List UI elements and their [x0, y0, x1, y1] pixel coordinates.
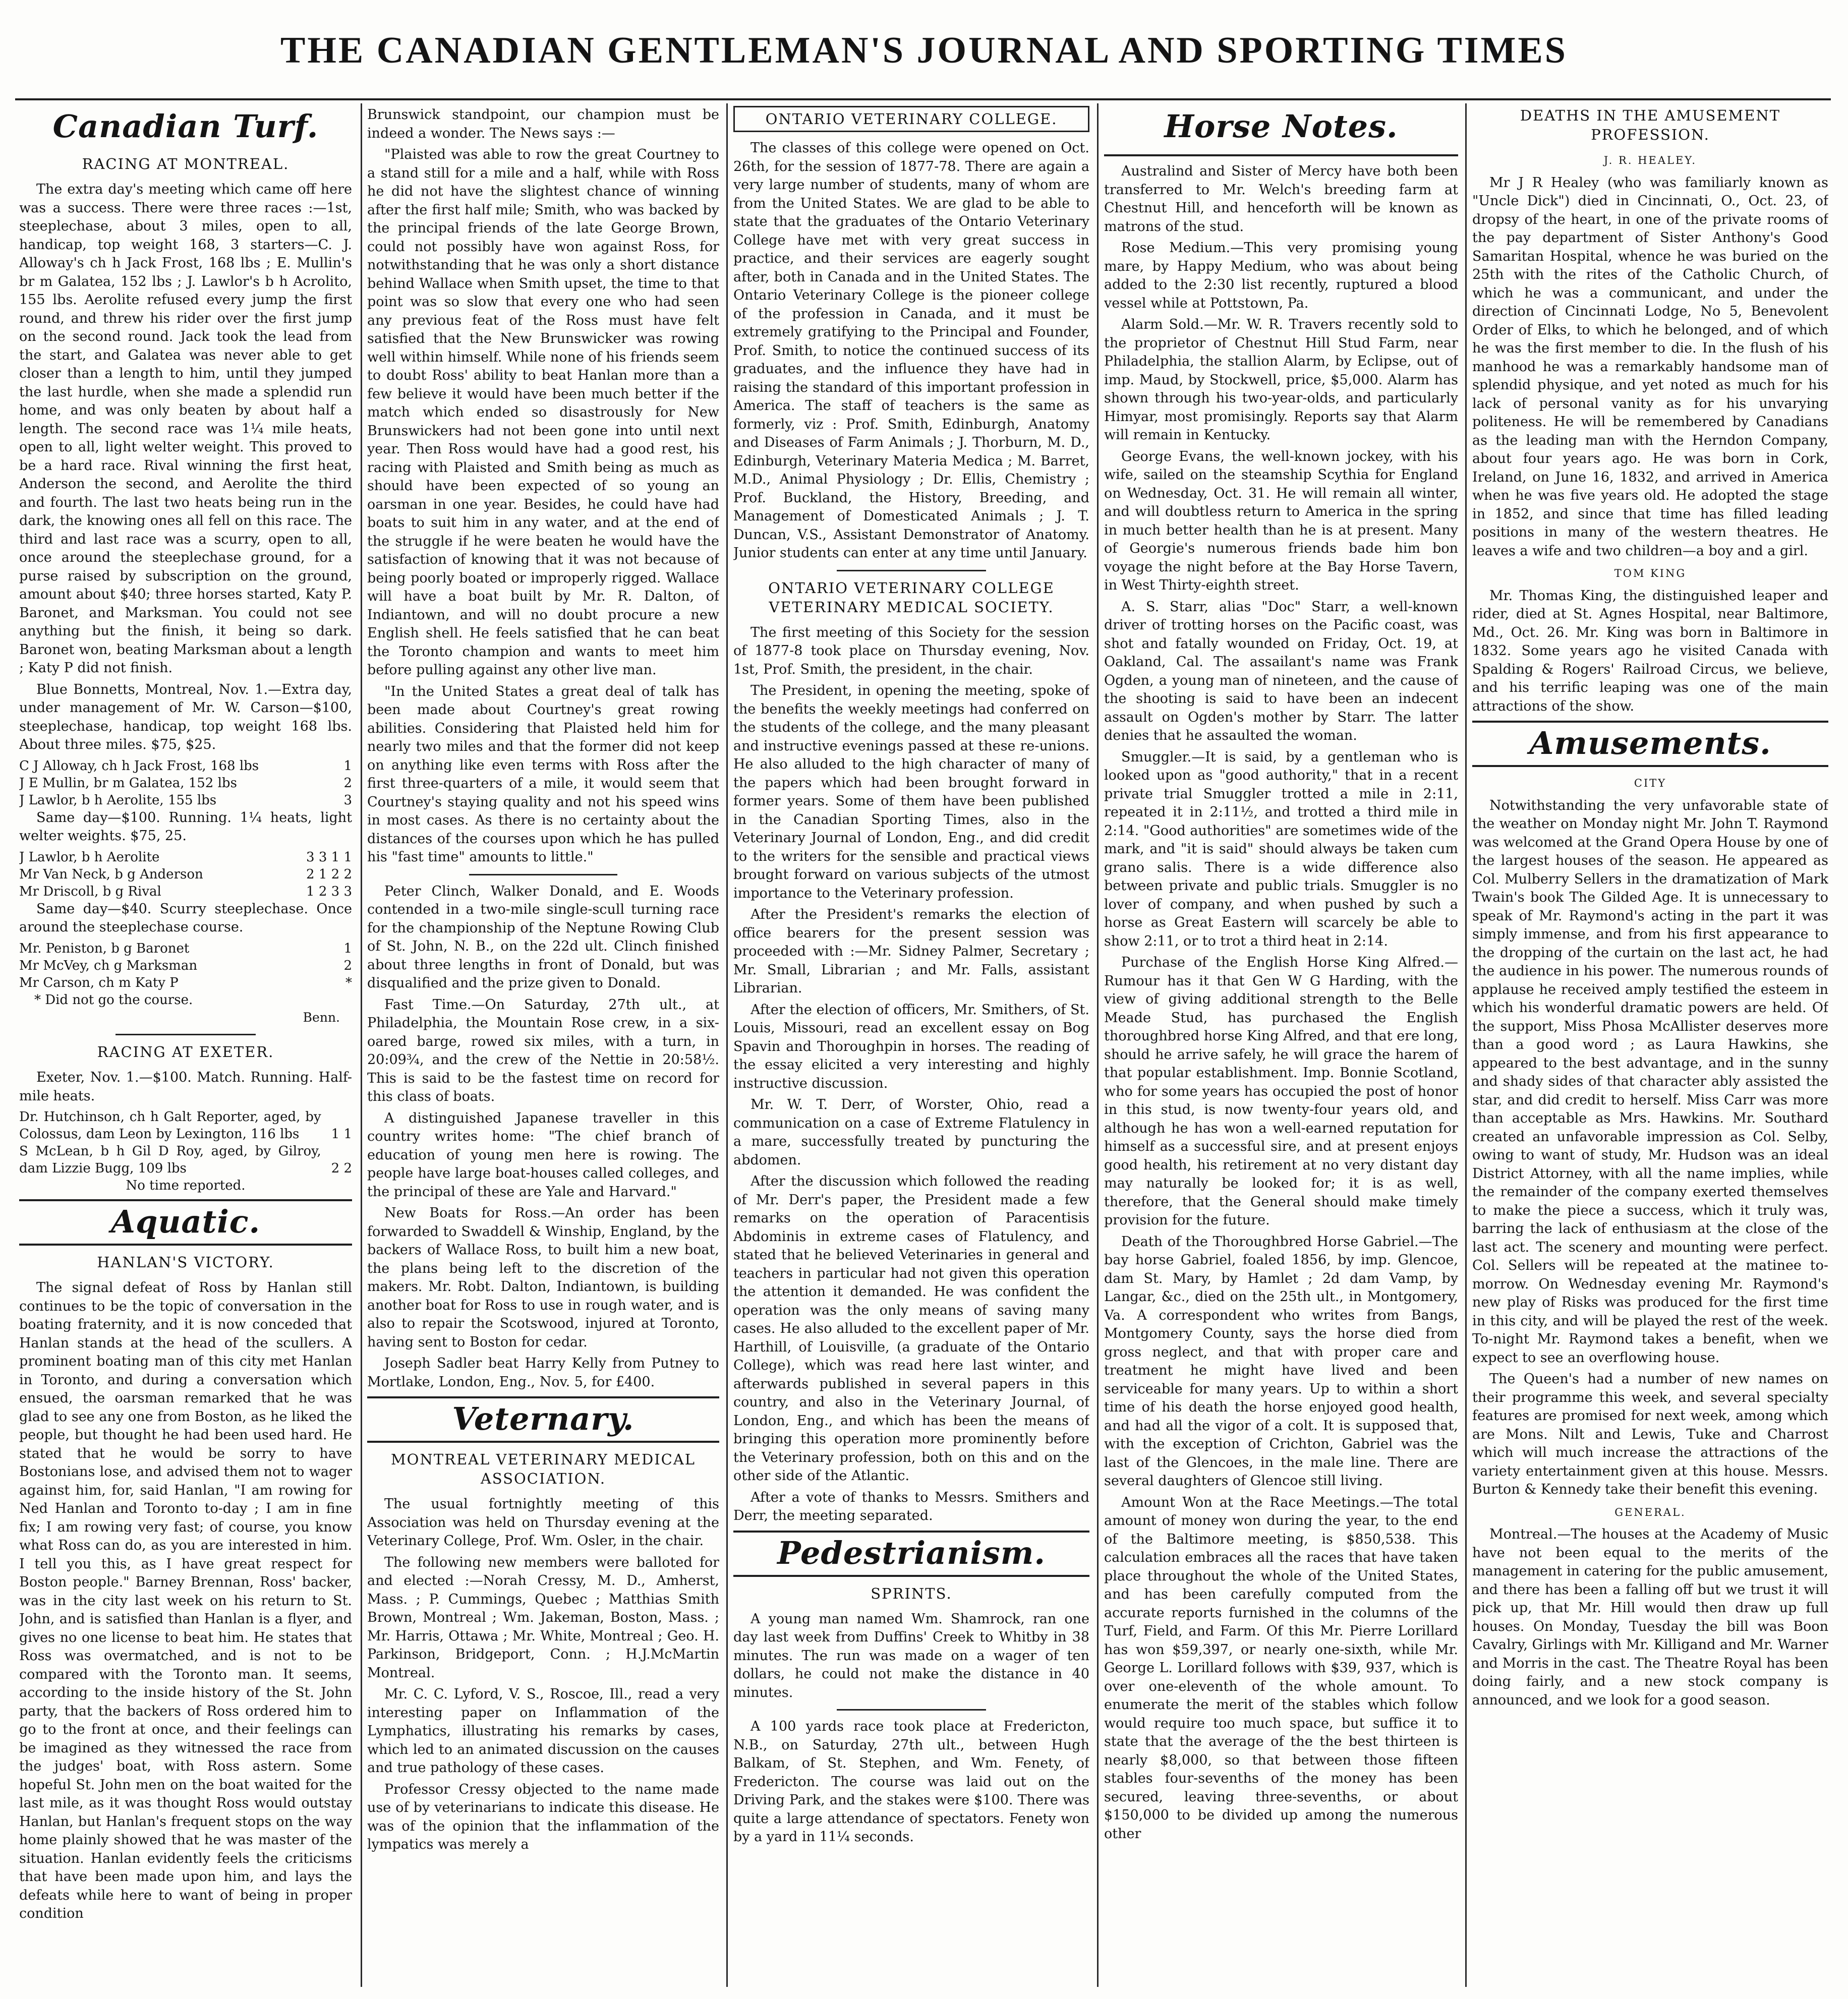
result-row: [19, 792, 352, 809]
result-row: [19, 866, 352, 883]
article-paragraph: Peter Clinch, Walker Donald, and E. Woods contended in a two-mile single-scull turning race for the championship of the Neptune Rowing Club of St. John, N. B., on the 22d ult. Clinch finished about three lengths in front of Donald, but was disqualified and the prize given to Donald.: [367, 883, 719, 991]
footnote: * Did not go the course.: [34, 992, 193, 1008]
result-row: [19, 957, 352, 974]
article-paragraph: Australind and Sister of Mercy have both been transferred to Mr. Welch's breeding farm at Chestnut Hill, and henceforth will be known as matrons of the stud.: [1104, 163, 1458, 234]
masthead-rule: [15, 98, 1831, 100]
race-results: [19, 940, 352, 991]
article-paragraph: Mr. C. C. Lyford, V. S., Roscoe, Ill., read a very interesting paper on Inflammation of the Lymphatics, illustrating his remarks by cases, which led to an animated discussion on the causes and true pathology of these cases.: [367, 1686, 719, 1776]
column-rule-3: [1097, 103, 1099, 1987]
result-position: 1: [343, 940, 352, 956]
subheading: GENERAL.: [1614, 1506, 1686, 1518]
signature: Benn.: [303, 1010, 340, 1025]
result-position: 2 1 2 2: [306, 866, 352, 882]
article-paragraph: The President, in opening the meeting, spoke of the benefits the weekly meetings had conferred on the students of the college, and the many pleasant and instructive evenings passed at these re-unions. He also alluded to the high character of many of the papers which had been brought forward in former years. Some of them have been published in the Canadian Sporting Times, also in the Veterinary Journal of London, Eng., and did credit to the writers for the sensible and practical views brought forward on various subjects of the utmost importance to the Veterinary profession.: [733, 683, 1089, 901]
divider: [837, 570, 987, 571]
section-box-amusements: [1472, 721, 1828, 767]
article-paragraph: Death of the Thoroughbred Horse Gabriel.—The bay horse Gabriel, foaled 1856, by imp. Glencoe, dam St. Mary, by Hamlet ; 2d dam Vamp, by Langar, &c., died on the 25th ult., in Montgomery, Va. A correspondent who writes from Bangs, Montgomery County, says the horse died from gross neglect, and that with proper care and treatment he might have lived and been serviceable for many years. Up to within a short time of his death the horse enjoyed good health, and had all the vigor of a colt. It is supposed that, with the exception of Crichton, Gabriel was the last of the Glencoes, in the male line. There are several daughters of Glencoe still living.: [1104, 1233, 1458, 1489]
result-position: 1 1: [331, 1127, 352, 1142]
subheading: CITY: [1634, 777, 1667, 789]
article-paragraph: Blue Bonnetts, Montreal, Nov. 1.—Extra day, under management of Mr. W. Carson—$100, steeplechase, handicap, top weight 168 lbs. About three miles. $75, $25.: [19, 681, 352, 752]
article-paragraph: Mr J R Healey (who was familiarly known as "Uncle Dick") died in Cincinnati, O., Oct. 23, of dropsy of the heart, in one of the private rooms of the pay department of Sister Anthony's Good Samaritan Hospital, whence he was buried on the 25th with the rites of the Catholic Church, of which he was a communicant, and under the direction of Cincinnati Lodge, No 5, Benevolent Order of Elks, to which he belonged, and of which he was the first member to die. In the flush of his manhood he was a remarkably handsome man of splendid physique, and yet noted as much for his lack of personal vanity as for his unvarying politeness. He will be remembered by Canadians as the leading man with the Herndon Company, about four years ago. He was born in Cork, Ireland, on June 16, 1832, and arrived in America when he was five years old. He adopted the stage in 1852, and since that time has filled leading positions in many of the western theatres. He leaves a wife and two children—a boy and a girl.: [1472, 174, 1828, 559]
article-paragraph: Smuggler.—It is said, by a gentleman who is looked upon as "good authority," that in a recent private trial Smuggler trotted a mile in 2:11, repeated it in 2:11½, and trotted a third mile in 2:14. "Good authorities" are sometimes wide of the mark, and "it is said" should always be taken cum grano salis. There is a wide difference also between private and public trials. Smuggler is no lover of company, and when pushed by such a horse as Great Eastern will scarcely be able to show 2:11, or to trot a third heat in 2:14.: [1104, 749, 1458, 949]
race-results: [19, 849, 352, 900]
result-row: [19, 974, 352, 991]
result-entry: Dr. Hutchinson, ch h Galt Reporter, aged, by Colossus, dam Leon by Lexington, 116 lbs: [19, 1109, 321, 1142]
column-3: [733, 106, 1089, 1982]
result-position: *: [345, 975, 352, 990]
column-rule-2: [726, 103, 728, 1987]
article-paragraph: Brunswick standpoint, our champion must be indeed a wonder. The News says :—: [367, 107, 719, 141]
article-paragraph: After the election of officers, Mr. Smithers, of St. Louis, Missouri, read an excellent essay on Bog Spavin and Thoroughpin in horses. The reading of the essay elicited a very interesting and highly instructive discussion.: [733, 1002, 1089, 1091]
result-row: [19, 1108, 352, 1143]
article-paragraph: The first meeting of this Society for the session of 1877-8 took place on Thursday evening, Nov. 1st, Prof. Smith, the president, in the chair.: [733, 624, 1089, 677]
article-paragraph: Fast Time.—On Saturday, 27th ult., at Philadelphia, the Mountain Rose crew, in a six-oared barge, rowed six miles, with a turn, in 20:09¾, and the crew of the Nettie in 20:58½. This is said to be the fastest time on record for this class of boats.: [367, 996, 719, 1104]
result-position: 3: [343, 792, 352, 808]
article-paragraph: "Plaisted was able to row the great Courtney to a stand still for a mile and a half, while with Ross he did not have the slightest chance of winning after the first half mile; Smith, who was backed by the principal friends of the late George Brown, could not possibly have won against Ross, for notwithstanding that he was only a short distance behind Wallace when Smith upset, the time to that point was so slow that every one who had seen any previous feat of the Ross must have felt satisfied that the New Brunswicker was rowing well within himself. While none of his friends seem to doubt Ross' ability to beat Hanlan more than a few believe it would have been much better if the match which ended so disastrously for New Brunswickers had not been gone into until next year. Then Ross would have had a good rest, his racing with Plaisted and Smith being as much as should have been expected of so young an oarsman in one year. Besides, he could have had boats to suit him in any water, and at the end of the struggle if he were beaten he would have the satisfaction of knowing that it was not because of being poorly boated or improperly rigged. Wallace will have a boat built by Mr. R. Dalton, of Indiantown, and will no doubt procure a new English shell. He feels satisfied that he can beat the Toronto champion and wants to meet him before pulling against any other live man.: [367, 147, 719, 678]
result-entry: Mr McVey, ch g Marksman: [19, 958, 198, 973]
article-paragraph: A. S. Starr, alias "Doc" Starr, a well-known driver of trotting horses on the Pacific coast, was shot and fatally wounded on Friday, Oct. 19, at Oakland, Cal. The assailant's name was Frank Ogden, a young man of nineteen, and the cause of the shooting is said to have been an indecent assault on Ogden's mother by Starr. The latter denies that he assaulted the woman.: [1104, 599, 1458, 743]
article-paragraph: The following new members were balloted for and elected :—Norah Cressy, M. D., Amherst, Mass. ; P. Cummings, Quebec ; Matthias Smith Brown, Montreal ; Wm. Jakeman, Boston, Mass. ; Mr. Harris, Ottawa ; Mr. White, Montreal ; Geo. H. Parkinson, Bridgeport, Conn. ; H.J.McMartin Montreal.: [367, 1554, 719, 1681]
article-paragraph: A young man named Wm. Shamrock, ran one day last week from Duffins' Creek to Whitby in 38 minutes. The run was made on a wager of ten dollars, he could not make the distance in 40 minutes.: [733, 1611, 1089, 1700]
article-paragraph: Notwithstanding the very unfavorable state of the weather on Monday night Mr. John T. Raymond was welcomed at the Grand Opera House by one of the largest houses of the season. He appeared as Col. Mulberry Sellers in the dramatization of Mark Twain's book The Gilded Age. It is unnecessary to speak of Mr. Raymond's acting in the part it was simply immense, and from his first appearance to the dropping of the curtain on the last act, he had the audience in his power. The numerous rounds of applause he received amply testified the esteem in which his wonderful dramatic powers are held. Of the support, Miss Phosa McAllister deserves more than a good word ; as Laura Hawkins, she appeared to the best advantage, and in the sunny and shady sides of that character ably assisted the star, and did credit to herself. Miss Carr was more than acceptable as Mrs. Hawkins. Mr. Southard created an unfavorable impression as Col. Selby, owing to want of study, Mr. Hudson was an ideal District Attorney, with all the name implies, while the remainder of the company exerted themselves to make the piece a success, which it truly was, barring the lack of enthusiasm at the close of the last act. The scenery and mounting were perfect. Col. Sellers will be repeated at the matinee to-morrow. On Wednesday evening Mr. Raymond's new play of Risks was produced for the first time in this city, and will be played the rest of the week. To-night Mr. Raymond takes a benefit, when we expect to see an overflowing house.: [1472, 797, 1828, 1366]
result-position: 1 2 3 3: [306, 884, 352, 899]
article-title-racing-montreal: RACING AT MONTREAL.: [82, 155, 290, 172]
article-title-deaths-amusement: DEATHS IN THE AMUSEMENT PROFESSION.: [1520, 107, 1781, 143]
section-title-horse-notes: Horse Notes.: [1164, 108, 1398, 145]
article-title-racing-exeter: RACING AT EXETER.: [97, 1043, 274, 1061]
article-title-montreal-veterinary: MONTREAL VETERINARY MEDICAL ASSOCIATION.: [390, 1451, 696, 1487]
masthead: THE CANADIAN GENTLEMAN'S JOURNAL AND SPORTING TIMES: [280, 30, 1568, 71]
article-paragraph: "In the United States a great deal of talk has been made about Courtney's great rowing abilities. Considering that Plaisted held him for nearly two miles and that the former did not keep on anything like even terms with Ross after the first three-quarters of a mile, it would seem that Courtney's staying quality and not his speed wins in most cases. As there is no certainty about the distances of the courses upon which he has pulled his "fast time" amounts to little.": [367, 683, 719, 865]
section-title-canadian-turf: Canadian Turf.: [52, 108, 319, 145]
article-paragraph: After the President's remarks the election of office bearers for the present session was proceeded with :—Mr. Sidney Palmer, Secretary ; Mr. Small, Librarian ; and Mr. Falls, assistant Librarian.: [733, 907, 1089, 996]
article-title-sprints: SPRINTS.: [871, 1584, 952, 1602]
section-rule: [1104, 154, 1458, 156]
section-title-pedestrianism: Pedestrianism.: [777, 1534, 1046, 1571]
result-entry: J Lawlor, b h Aerolite: [19, 849, 160, 865]
article-title-veterinary-society: ONTARIO VETERINARY COLLEGE VETERINARY MEDICAL SOCIETY.: [768, 579, 1055, 616]
article-paragraph: Mr. W. T. Derr, of Worster, Ohio, read a communication on a case of Extreme Flatulency in a mare, successfully treated by puncturing the abdomen.: [733, 1097, 1089, 1168]
section-box-pedestrianism: [733, 1531, 1089, 1577]
divider: [469, 874, 617, 875]
subheading: TOM KING: [1614, 567, 1687, 579]
article-paragraph: The extra day's meeting which came off here was a success. There were three races :—1st, steeplechase, about 3 miles, open to all, handicap, top weight 168, 3 starters—C. J. Alloway's ch h Jack Frost, 168 lbs ; E. Mullin's br m Galatea, 152 lbs ; J. Lawlor's b h Acrolito, 155 lbs. Aerolite refused every jump the first round, and threw his rider over the first jump on the second round. Jack took the lead from the start, and Galatea was never able to get closer than a length to him, until they jumped the last hurdle, when she made a splendid run home, and was only beaten by about half a length. The second race was 1¼ mile heats, open to all, light welter weight. This proved to be a hard race. Rival winning the first heat, Anderson the second, and Aerolite the third and fourth. The last two heats being run in the dark, the knowing ones all fell on this race. The third and last race was a scurry, open to all, once around the steeplechase ground, for a purse raised by subscription on the ground, amount about $40; three horses started, Katy P. Baronet, and Marksman. You could not see anything but the finish, it being so dark. Baronet won, beating Marksman about a length ; Katy P did not finish.: [19, 182, 352, 676]
article-paragraph: Mr. Thomas King, the distinguished leaper and rider, died at St. Agnes Hospital, near Baltimore, Md., Oct. 26. Mr. King was born in Baltimore in 1832. Some years ago he visited Canada with Spalding & Rogers' Railroad Circus, we believe, and his terrific leaping was one of the main attractions of the show.: [1472, 587, 1828, 714]
result-row: [19, 849, 352, 866]
article-paragraph: After the discussion which followed the reading of Mr. Derr's paper, the President made a few remarks on the operation of Paracentisis Abdominis in extreme cases of Flatulency, and stated that he believed Veterinaries in general and teachers in particular had not given this operation the attention it demanded. He was confident the operation was the only means of saving many cases. He also alluded to the excellent paper of Mr. Harthill, of Louisville, (a graduate of the Ontario College), which was read here last winter, and afterwards published in several papers in this country, and also in the Veterinary Journal, of London, Eng., and which has been the means of bringing this operation more prominently before the Veterinary profession, both on this and on the other side of the Atlantic.: [733, 1173, 1089, 1484]
result-position: 1: [343, 758, 352, 774]
article-paragraph: The usual fortnightly meeting of this Association was held on Thursday evening at the Veterinary College, Prof. Wm. Osler, in the chair.: [367, 1496, 719, 1549]
column-rule-4: [1465, 103, 1467, 1987]
article-paragraph: Same day—$40. Scurry steeplechase. Once around the steeplechase course.: [19, 901, 352, 935]
article-paragraph: A distinguished Japanese traveller in this country writes home: "The chief branch of education of young men here is rowing. The people have large boat-houses called colleges, and the principal of these are Yale and Harvard.": [367, 1110, 719, 1200]
result-position: 2: [343, 958, 352, 973]
article-paragraph: Same day—$100. Running. 1¼ heats, light welter weights. $75, 25.: [19, 809, 352, 844]
result-row: [19, 1143, 352, 1177]
column-1: [19, 106, 352, 1982]
section-title-amusements: Amusements.: [1529, 725, 1771, 761]
column-rule-1: [361, 103, 362, 1987]
article-paragraph: Exeter, Nov. 1.—$100. Match. Running. Half-mile heats.: [19, 1070, 352, 1104]
article-paragraph: George Evans, the well-known jockey, with his wife, sailed on the steamship Scythia for England on Wednesday, Oct. 31. He will remain all winter, and will doubtless return to America in the spring in much better health than he is at present. Many of Georgie's numerous friends bade him bon voyage the night before at the Bay Horse Tavern, in West Thirty-eighth street.: [1104, 448, 1458, 593]
article-paragraph: Professor Cressy objected to the name made use of by veterinarians to indicate this disease. He was of the opinion that the inflammation of the lympatics was merely a: [367, 1781, 719, 1852]
article-paragraph: Montreal.—The houses at the Academy of Music have not been equal to the merits of the management in catering for the public amusement, and there has been a falling off but we trust it will pick up, that Mr. Hill would then draw up full houses. On Monday, Tuesday the bill was Boon Cavalry, Girlings with Mr. Killigand and Mr. Warner and Morris in the cast. The Theatre Royal has been doing fairly, and a new stock company is announced, and we look for a good season.: [1472, 1526, 1828, 1708]
article-paragraph: After a vote of thanks to Messrs. Smithers and Derr, the meeting separated.: [733, 1489, 1089, 1523]
race-results: [19, 757, 352, 809]
result-entry: Mr. Peniston, b g Baronet: [19, 940, 190, 956]
article-paragraph: New Boats for Ross.—An order has been forwarded to Swaddell & Winship, England, by the backers of Wallace Ross, to built him a new boat, the plans being left to the discretion of the makers. Mr. Robt. Dalton, Indiantown, is building another boat for Ross to use in rough water, and is also to repair the Scotswood, injured at Toronto, having sent to Boston for cedar.: [367, 1205, 719, 1350]
column-4: [1104, 106, 1458, 1982]
result-position: 2: [343, 775, 352, 791]
divider: [837, 1709, 987, 1711]
article-title-hanlans-victory: HANLAN'S VICTORY.: [97, 1254, 274, 1271]
divider: [116, 1034, 255, 1035]
article-paragraph: A 100 yards race took place at Fredericton, N.B., on Saturday, 27th ult., between Hugh Balkam, of St. Stephen, and Wm. Fenety, of Fredericton. The course was laid out on the Driving Park, and the stakes were $100. There was quite a large attendance of spectators. Fenety won by a yard in 11¼ seconds.: [733, 1719, 1089, 1845]
subheading: J. R. HEALEY.: [1603, 154, 1697, 166]
result-row: [19, 775, 352, 792]
article-paragraph: Purchase of the English Horse King Alfred.—Rumour has it that Gen W G Harding, with the view of giving additional strength to the Belle Meade Stud, has purchased the English thoroughbred horse King Alfred, and that ere long, should he arrive safely, he will grace the harem of that popular establishment. Imp. Bonnie Scotland, who for some years has occupied the post of honor in this stud, is now twenty-four years old, and although he has won a well-earned reputation for himself as a successful sire, and at present enjoys good health, his retirement at no very distant day may naturally be looked for; it is as well, therefore, that the General should make timely provision for the future.: [1104, 955, 1458, 1228]
article-paragraph: Amount Won at the Race Meetings.—The total amount of money won during the year, to the end of the Baltimore meeting, is $850,538. This calculation embraces all the races that have taken place throughout the whole of the United States, and has been carefully computed from the accurate reports furnished in the columns of the Turf, Field, and Farm. Of this Mr. Pierre Lorillard has won $59,397, or nearly one-sixth, while Mr. George L. Lorillard follows with $39, 937, which is over one-eleventh of the whole amount. To enumerate the merit of the stables which follow would require too much space, but suffice it to state that the average of the the best thirteen is nearly $8,000, so that between those fifteen stables four-sevenths of the money has been secured, leaving three-sevenths, or about $150,000 to be divided up among the numerous other: [1104, 1494, 1458, 1842]
article-paragraph: The Queen's had a number of new names on their programme this week, and several specialty features are promised for next week, among which are Mons. Nilt and Lewis, Tuke and Charrost which will much increase the attractions of the variety entertainment given at this house. Messrs. Burton & Kennedy take their benefit this evening.: [1472, 1371, 1828, 1497]
article-paragraph: The signal defeat of Ross by Hanlan still continues to be the topic of conversation in the boating fraternity, and it is now conceded that Hanlan stands at the head of the scullers. A prominent boating man of this city met Hanlan in Toronto, and during a conversation which ensued, the oarsman remarked that he was glad to see any one from Boston, as he liked the people, but thought he had been used hard. He stated that he would be sorry to have Bostonians lose, and advised them not to wager against him, for, said Hanlan, "I am rowing for Ned Hanlan and Toronto to-day ; I am in fine fix; I am rowing very fast; of course, you know what Ross can do, as you are interested in him. I tell you this, as I have great respect for Boston people." Barney Brennan, Ross' backer, was in the city last week on his return to St. John, and is satisfied than Hanlan is a flyer, and gives no one license to beat him. He states that Ross was overmatched, and is not to be compared with the Toronto man. It seems, according to the inside history of the St. John party, that the backers of Ross ordered him to go to the front at once, and their feelings can be imagined as they witnessed the race from the judges' boat, with Ross astern. Some hopeful St. John men on the boat waited for the last mile, as it was thought Ross would outstay Hanlan, but Hanlan's frequent stops on the way home plainly showed that he was master of the situation. Hanlan evidently feels the criticisms that have been made upon him, and lays the defeats while here to want of being in proper condition: [19, 1280, 352, 1921]
result-entry: Mr Driscoll, b g Rival: [19, 884, 161, 899]
column-5: [1472, 106, 1828, 1982]
result-entry: J E Mullin, br m Galatea, 152 lbs: [19, 775, 237, 791]
note: No time reported.: [126, 1178, 246, 1193]
result-row: [19, 883, 352, 900]
result-entry: Mr Van Neck, b g Anderson: [19, 866, 203, 882]
result-entry: Mr Carson, ch m Katy P: [19, 975, 179, 990]
article-paragraph: Joseph Sadler beat Harry Kelly from Putney to Mortlake, London, Eng., Nov. 5, for £400.: [367, 1356, 719, 1390]
result-position: 3 3 1 1: [306, 849, 352, 865]
result-row: [19, 940, 352, 957]
race-results: [19, 1108, 352, 1177]
result-row: [19, 757, 352, 775]
result-entry: C J Alloway, ch h Jack Frost, 168 lbs: [19, 758, 259, 774]
section-title-veternary: Veternary.: [452, 1400, 634, 1437]
result-entry: S McLean, b h Gil D Roy, aged, by Gilroy, dam Lizzie Bugg, 109 lbs: [19, 1144, 321, 1176]
article-paragraph: The classes of this college were opened on Oct. 26th, for the session of 1877-78. There are again a very large number of students, many of whom are from the United States. We are glad to be able to state that the graduates of the Ontario Veterinary College have met with very great success in practice, and their services are eagerly sought after, both in Canada and in the United States. The Ontario Veterinary College is the pioneer college of the profession in Canada, and it must be extremely gratifying to the Principal and Founder, Prof. Smith, to notice the continued success of its graduates, and the influence they have had in raising the standard of this important profession in America. The staff of teachers is the same as formerly, viz : Prof. Smith, Edinburgh, Anatomy and Diseases of Farm Animals ; J. Thorburn, M. D., Edinburgh, Veterinary Materia Medica ; M. Barret, M.D., Animal Physiology ; Dr. Ellis, Chemistry ; Prof. Buckland, the History, Breeding, and Management of Domesticated Animals ; J. T. Duncan, V.S., Assistant Demonstrator of Anatomy. Junior students can enter at any time until January.: [733, 140, 1089, 561]
result-position: 2 2: [331, 1161, 352, 1176]
column-2: [367, 106, 719, 1982]
section-box-veternary: [367, 1396, 719, 1443]
section-title-aquatic: Aquatic.: [110, 1203, 261, 1240]
article-title-ontario-veterinary-college: ONTARIO VETERINARY COLLEGE.: [733, 106, 1089, 132]
section-box-aquatic: [19, 1199, 352, 1246]
result-entry: J Lawlor, b h Aerolite, 155 lbs: [19, 792, 217, 808]
article-paragraph: Rose Medium.—This very promising young mare, by Happy Medium, who was about being added to the 2:30 list recently, ruptured a blood vessel while at Pottstown, Pa.: [1104, 240, 1458, 311]
article-paragraph: Alarm Sold.—Mr. W. R. Travers recently sold to the proprietor of Chestnut Hill Stud Farm, near Philadelphia, the stallion Alarm, by Eclipse, out of imp. Maud, by Stockwell, price, $5,000. Alarm has shown through his two-year-olds, and particularly Himyar, most promisingly. Reports say that Alarm will remain in Kentucky.: [1104, 317, 1458, 443]
